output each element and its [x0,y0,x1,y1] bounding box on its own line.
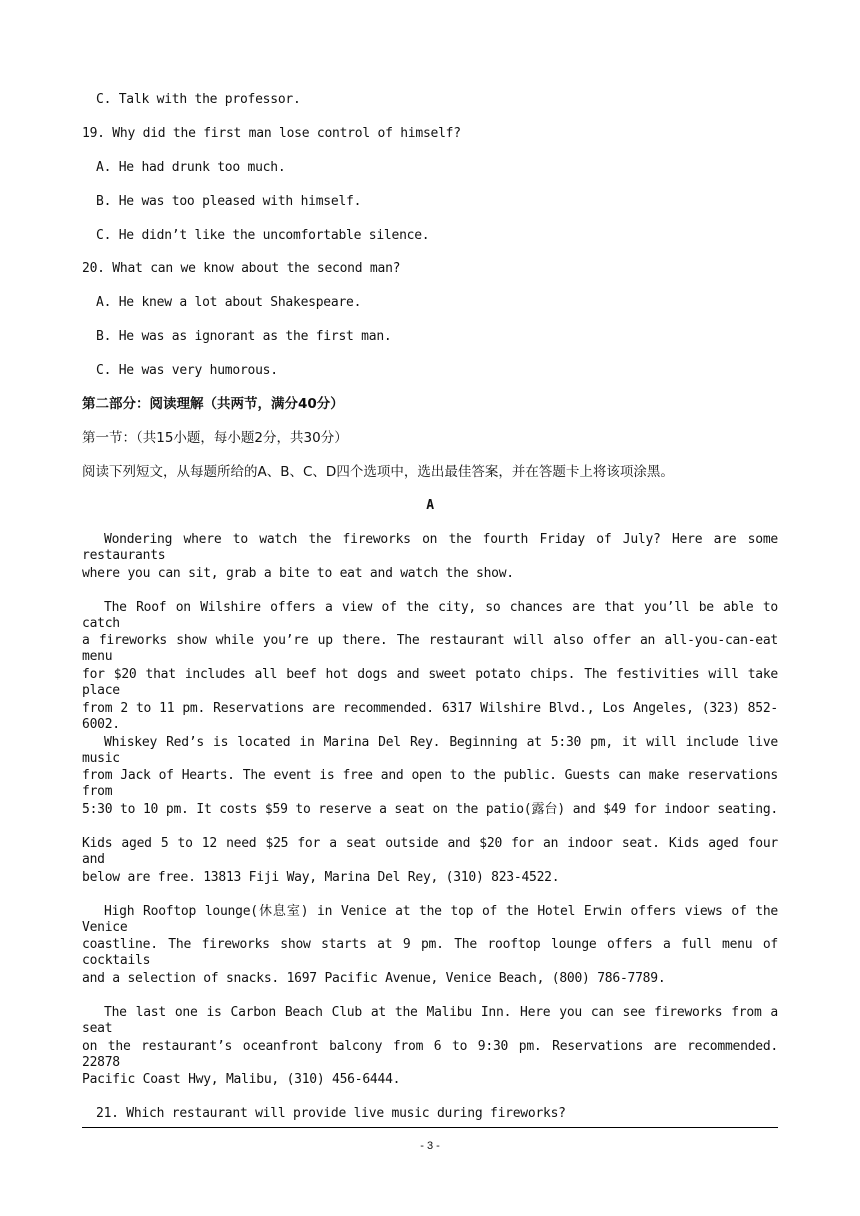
passage-p3-line2: from Jack of Hearts. The event is free and open to the public. Guests can make reservations from [82,768,778,799]
passage-p5-line3: Pacific Coast Hwy, Malibu, (310) 456-6444. [82,1072,401,1087]
part2-heading: 第二部分：阅读理解（共两节，满分40分） [82,396,344,412]
footer-divider [82,1127,778,1128]
page-number: - 3 - [420,1140,440,1152]
passage-p3-line3: 5:30 to 10 pm. It costs $59 to reserve a seat on the patio(露台) and $49 for indoor seating. [82,802,778,817]
passage-p4-line1: High Rooftop lounge(休息室) in Venice at the top of the Hotel Erwin offers views of the Venice [82,904,778,935]
passage-p4-line3: and a selection of snacks. 1697 Pacific Avenue, Venice Beach, (800) 786-7789. [82,971,666,986]
q20-stem: 20. What can we know about the second man? [82,261,401,276]
q18-option-c: C. Talk with the professor. [96,92,301,107]
passage-label: A [426,498,434,513]
passage-p5-line1: The last one is Carbon Beach Club at the Malibu Inn. Here you can see fireworks from a seat [82,1005,778,1036]
q21-stem: 21. Which restaurant will provide live music during fireworks? [96,1106,566,1121]
q19-option-c: C. He didn’t like the uncomfortable silence. [96,228,430,243]
q19-stem: 19. Why did the first man lose control of himself? [82,126,461,141]
passage-p2-line2: a fireworks show while you’re up there. The restaurant will also offer an all-you-can-eat menu [82,633,778,664]
section1-heading: 第一节：（共15小题，每小题2分，共30分） [82,430,348,446]
passage-p2-line1: The Roof on Wilshire offers a view of the city, so chances are that you’ll be able to catch [82,600,778,631]
passage-p2-line4: from 2 to 11 pm. Reservations are recommended. 6317 Wilshire Blvd., Los Angeles, (323) 852-6002. [82,701,778,732]
q20-option-a: A. He knew a lot about Shakespeare. [96,295,362,310]
passage-p3-line5: below are free. 13813 Fiji Way, Marina Del Rey, (310) 823-4522. [82,870,560,885]
passage-p1-line1: Wondering where to watch the fireworks on the fourth Friday of July? Here are some restaurants [82,532,778,563]
passage-p3-line4: Kids aged 5 to 12 need $25 for a seat outside and $20 for an indoor seat. Kids aged four and [82,836,778,867]
passage-p5-line2: on the restaurant’s oceanfront balcony from 6 to 9:30 pm. Reservations are recommended. 22878 [82,1039,778,1070]
passage-p2-line3: for $20 that includes all beef hot dogs and sweet potato chips. The festivities will take place [82,667,778,698]
passage-p4-line2: coastline. The fireworks show starts at 9 pm. The rooftop lounge offers a full menu of cocktails [82,937,778,968]
q20-option-b: B. He was as ignorant as the first man. [96,329,392,344]
q20-option-c: C. He was very humorous. [96,363,278,378]
passage-p1-line2: where you can sit, grab a bite to eat and watch the show. [82,566,514,581]
passage-p3-line1: Whiskey Red’s is located in Marina Del Rey. Beginning at 5:30 pm, it will include live music [82,735,778,766]
reading-instructions: 阅读下列短文，从每题所给的A、B、C、D四个选项中，选出最佳答案，并在答题卡上将该项涂黑。 [82,464,674,480]
q19-option-a: A. He had drunk too much. [96,160,286,175]
q19-option-b: B. He was too pleased with himself. [96,194,362,209]
